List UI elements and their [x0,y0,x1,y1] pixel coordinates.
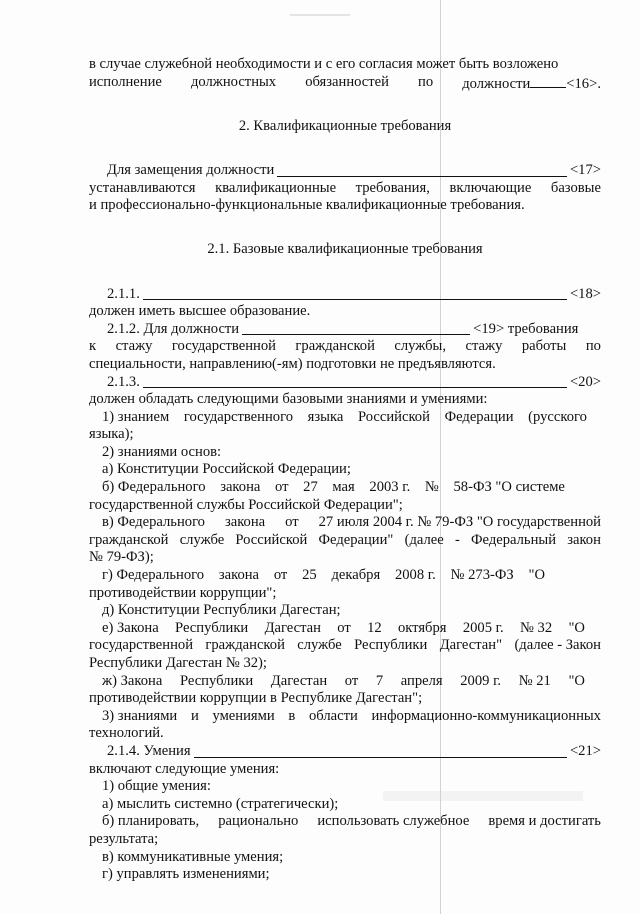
text-line: Для замещения должности <17> [107,161,601,178]
blank-field [277,164,567,177]
text-line [89,74,601,92]
text-line: гражданской службе Российской Федерации" (далее - Федеральный закон [89,531,601,548]
list-item: а) Конституции Российской Федерации; [102,461,351,478]
list-item: е) Закона Республики Дагестан от 12 октября 2005 г. № 32 "О [102,619,585,636]
text-line: противодействии коррупции"; [89,584,277,601]
list-item: 2) знаниями основ: [102,443,222,460]
text-line: 2.1.1. <18> [107,285,601,302]
text-line: должен обладать следующими базовыми знаниями и умениями: [89,391,488,408]
text-line: в случае служебной необходимости и с его согласия может быть возложено [89,56,559,72]
blank-field [530,74,566,88]
word: должностных [190,73,277,90]
list-item: ж) Закона Республики Дагестан от 7 апреля 2009 г. № 21 "О [102,672,585,689]
text-line: технологий. [89,725,164,742]
text-line: 2.1.2. Для должности <19> требования [107,320,579,337]
word: должности <16>. [462,75,601,92]
blank-field [242,322,470,335]
text-line: Республики Дагестан № 32); [89,655,267,671]
text-line: к стажу государственной гражданской службы, стажу работы по [89,338,601,355]
word: исполнение [89,73,162,90]
text-line: и профессионально-функциональные квалификационные требования. [89,197,525,214]
text-line: устанавливаются квалификационные требования, включающие базовые [89,179,601,196]
list-item: б) Федерального закона от 27 мая 2003 г. № 58-ФЗ "О системе [102,479,565,496]
section-heading: 2. Квалификационные требования [238,117,452,134]
text-line: результата; [89,830,159,847]
text-line: включают следующие умения: [89,760,280,777]
blank-field [143,375,567,388]
word: обязанностей [305,73,389,90]
text-line: должен иметь высшее образование. [89,303,311,320]
text-line: № 79-ФЗ); [89,549,154,566]
text-line: государственной гражданской службе Республики Дагестан" (далее - Закон [89,637,601,654]
text-line: 2.1.4. Умения <21> [107,742,601,759]
list-item: в) коммуникативные умения; [102,848,284,865]
text-line: противодействии коррупции в Республике Дагестан"; [89,690,423,707]
section-heading: 2.1. Базовые квалификационные требования [207,241,483,258]
list-item: 3) знаниями и умениями в области информационно-коммуникационных [102,707,601,724]
blank-field [194,745,567,758]
blank-field [143,287,567,300]
text-line: 2.1.3. <20> [107,373,601,390]
list-item: 1) общие умения: [102,778,211,795]
list-item: г) управлять изменениями; [102,866,270,883]
list-item: б) планировать, рационально использовать служебное время и достигать [102,813,601,830]
list-item: г) Федерального закона от 25 декабря 2008 г. № 273-ФЗ "О [102,567,545,584]
text-line: специальности, направлению(-ям) подготовки не предъявляются. [89,355,496,372]
list-item: д) Конституции Республики Дагестан; [102,602,341,619]
text-line: языка); [89,426,134,443]
text-line: государственной службы Российской Федерации"; [89,496,403,513]
text-line: 1) знанием государственного языка Российской Федерации (русского [102,408,587,425]
document-body [89,56,601,884]
list-item: а) мыслить системно (стратегически); [102,795,339,812]
scan-artifact [290,14,350,16]
list-item: в) Федерального закона от 27 июля 2004 г. № 79-ФЗ "О государственной [102,514,601,531]
word: по [418,73,434,90]
